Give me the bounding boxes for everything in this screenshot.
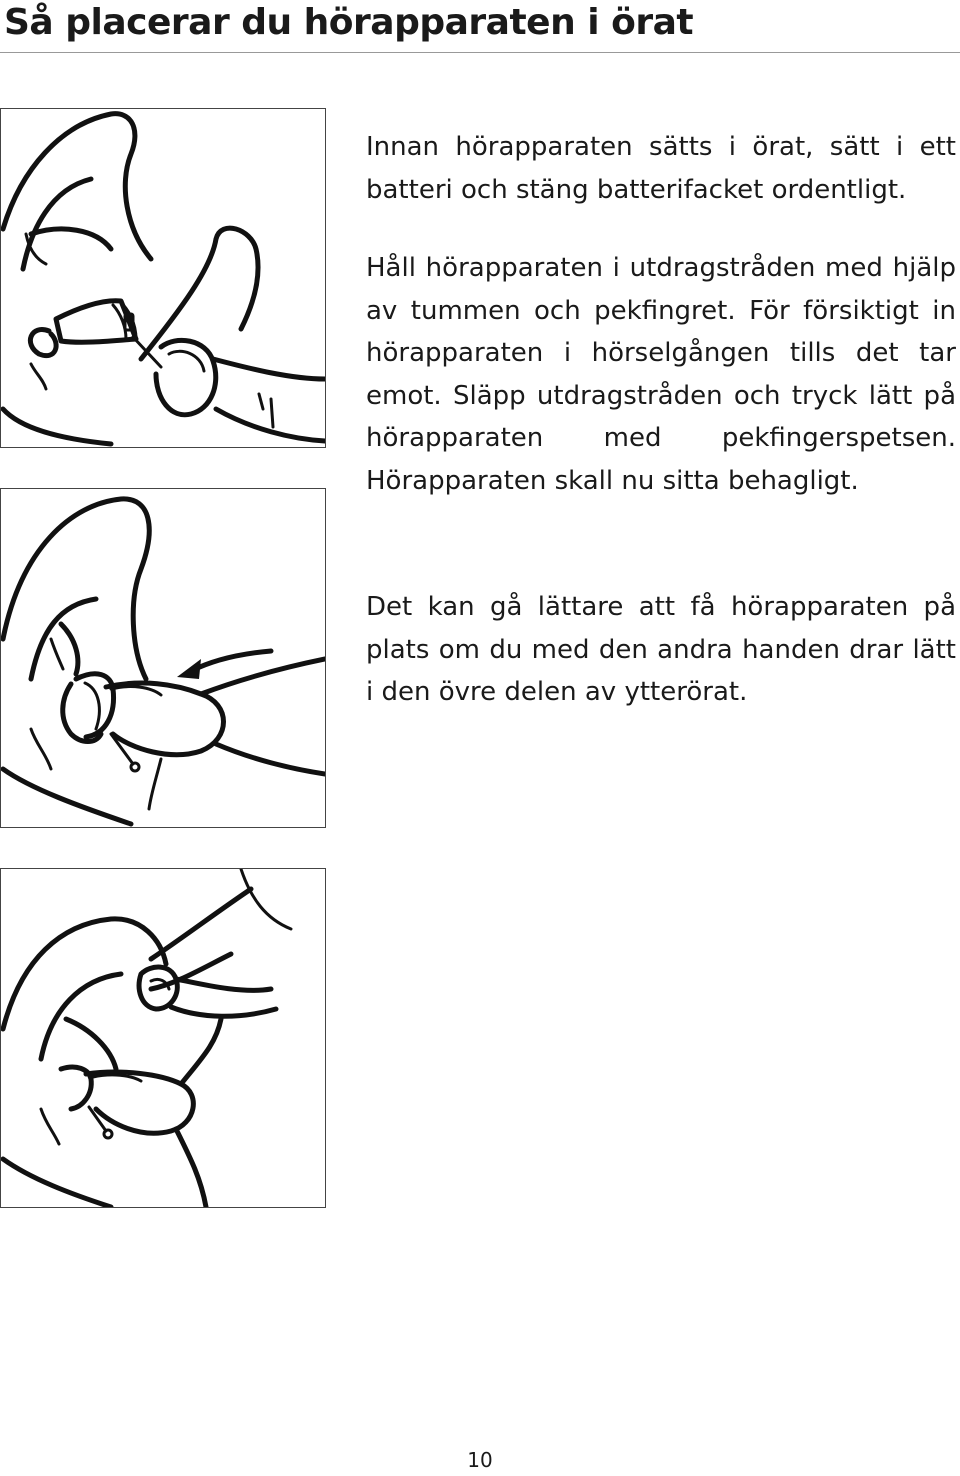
page-number: 10: [467, 1448, 493, 1472]
figure-insert-device: [0, 108, 326, 448]
ear-pull-illustration-icon: [1, 869, 325, 1207]
paragraph-insert-instructions: Håll hörapparaten i utdragstråden med hjälp av tummen och pekfingret. För försiktigt in hörapparaten i hörselgången tills det tar emot. Släpp utdragstråden och tryck lätt på hörapparaten med pekfingerspetsen. Hörapparaten skall nu sitta behagligt.: [366, 253, 956, 496]
page-title: Så placerar du hörapparaten i örat: [4, 2, 694, 43]
figure-push-device: [0, 488, 326, 828]
figure-pull-ear: [0, 868, 326, 1208]
title-divider: [0, 52, 960, 53]
paragraph-tip: Det kan gå lättare att få hörapparaten på plats om du med den andra handen drar lätt i den övre delen av ytterörat.: [366, 592, 956, 707]
ear-push-illustration-icon: [1, 489, 325, 827]
ear-insert-illustration-icon: [1, 109, 325, 447]
paragraph-battery: Innan hörapparaten sätts i örat, sätt i ett batteri och stäng batterifacket ordentligt.: [366, 132, 956, 205]
